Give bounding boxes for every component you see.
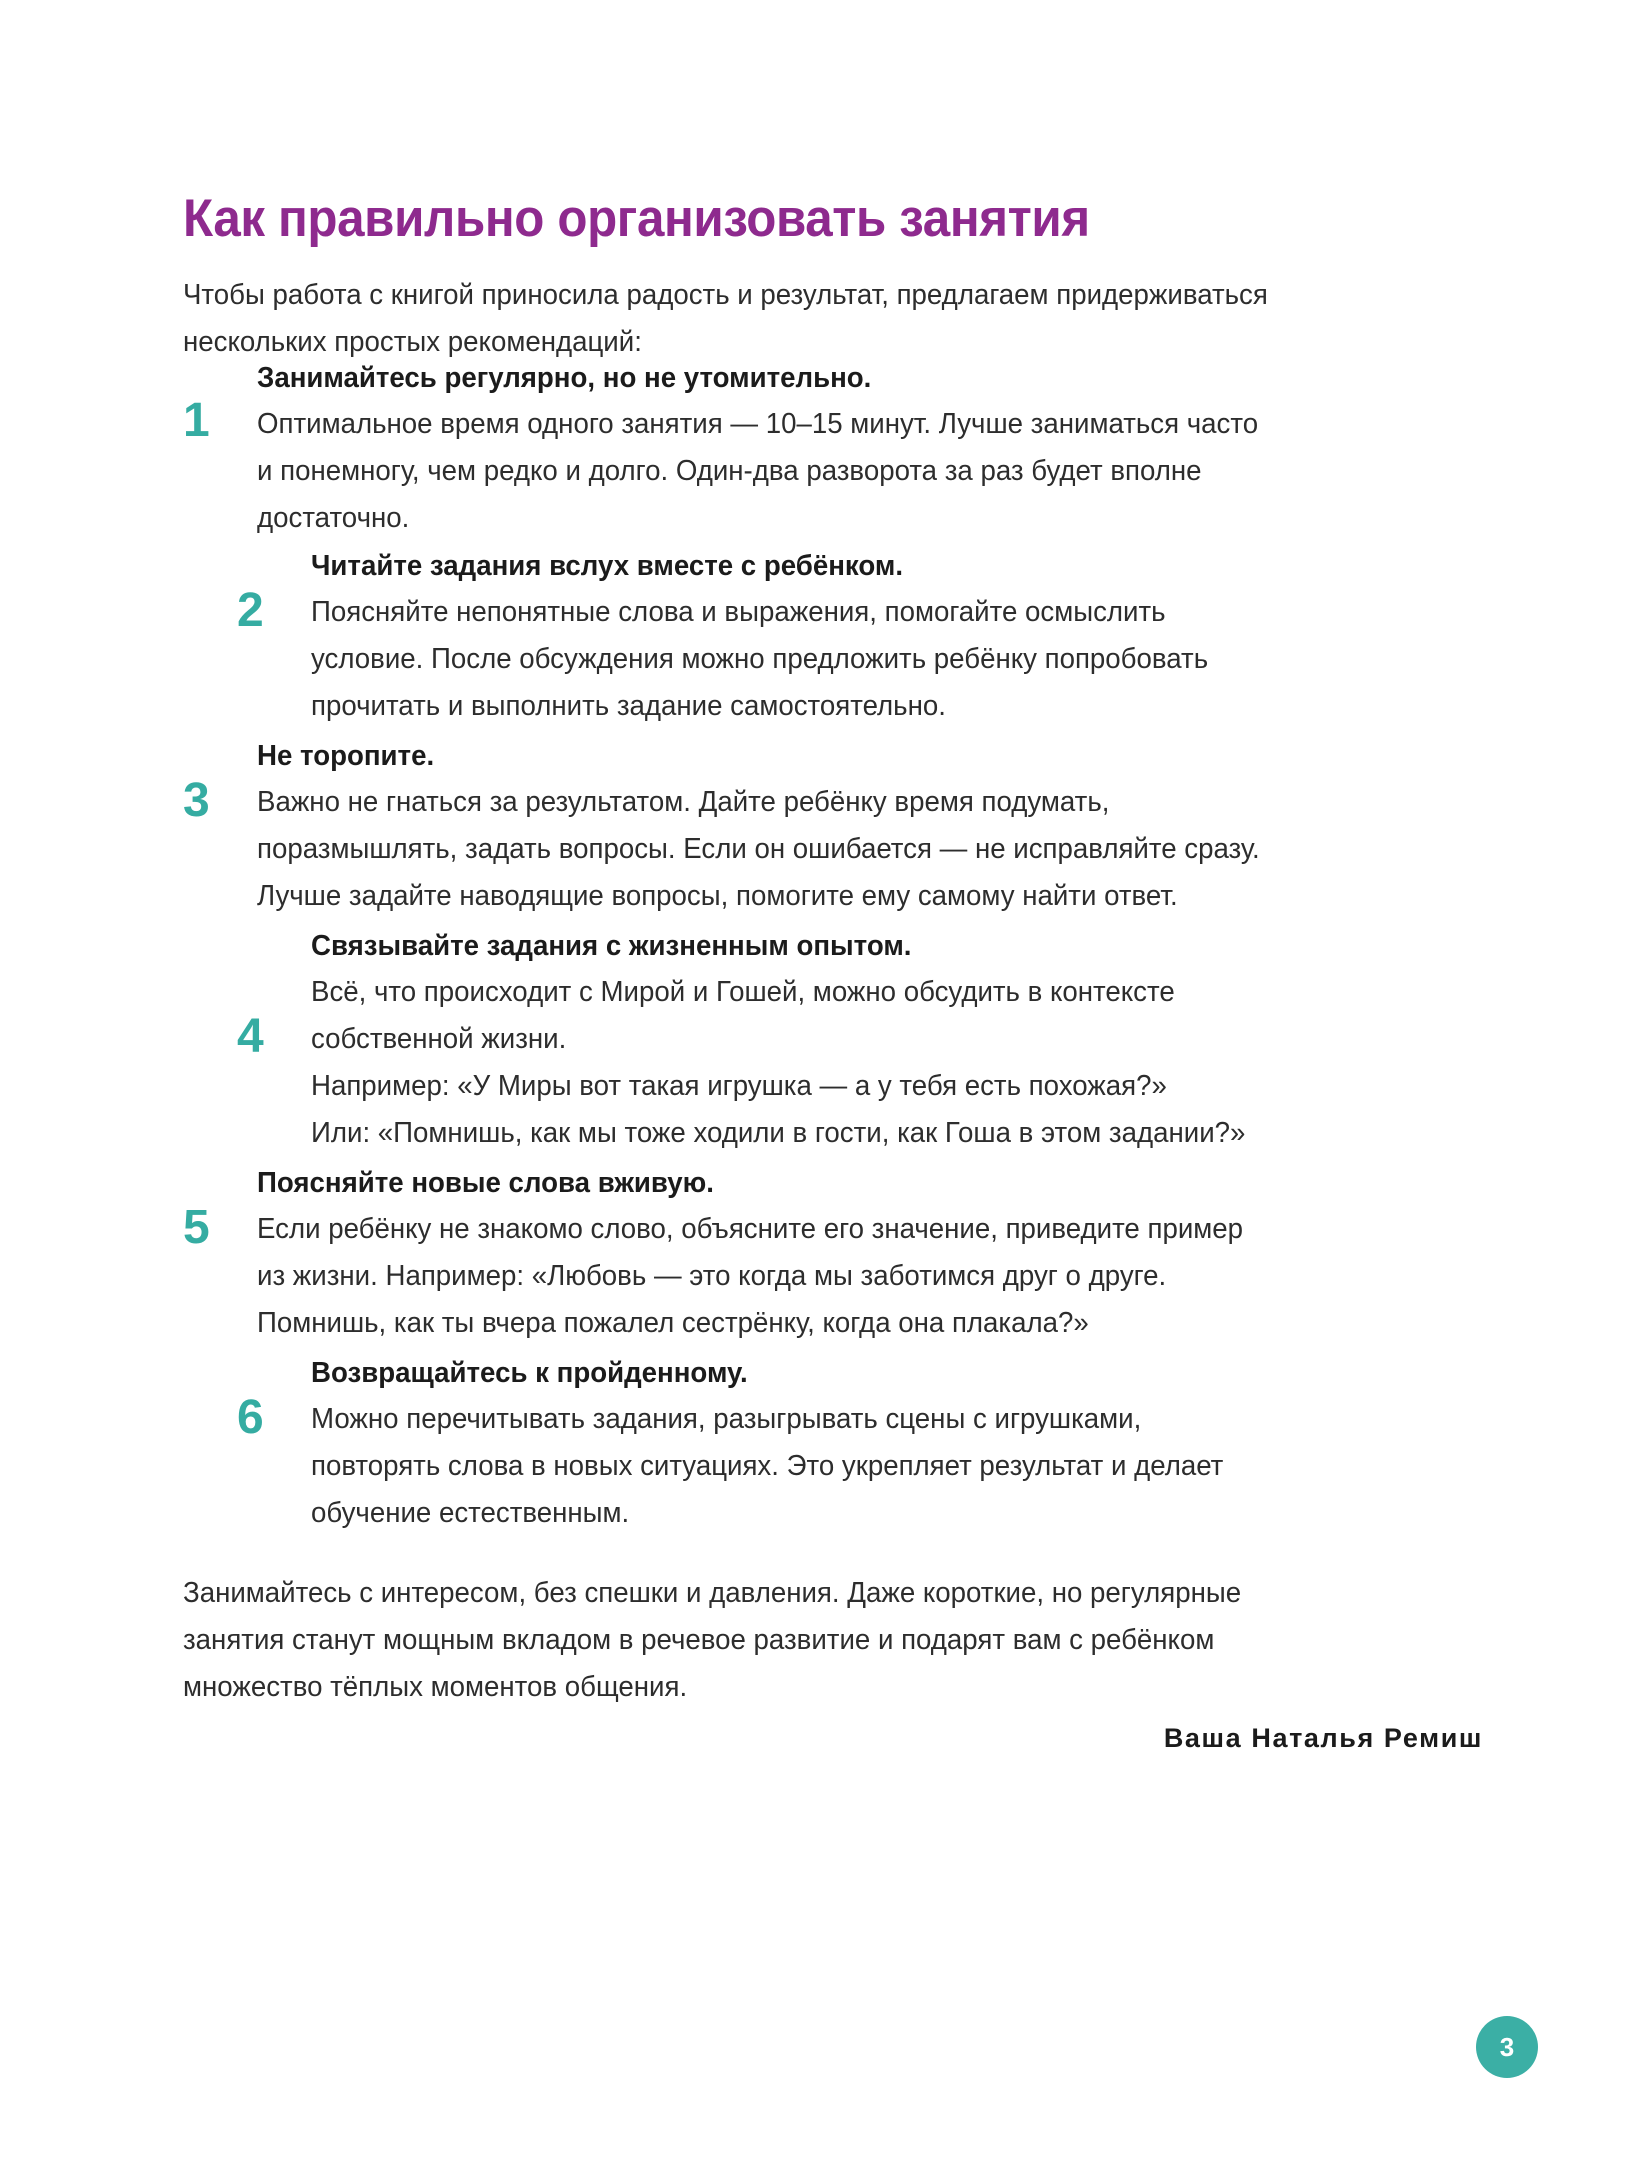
list-item-body (311, 543, 1401, 730)
list-item-heading: Занимайтесь регулярно, но не утомительно. (257, 362, 872, 394)
author-signature: Ваша Наталья Ремиш (1163, 1723, 1483, 1753)
text-line: Важно не гнаться за результатом. Дайте ребёнку время подумать, (257, 786, 1110, 818)
text-line: занятия станут мощным вкладом в речевое развитие и подарят вам с ребёнком (183, 1624, 1215, 1656)
list-item-text (257, 779, 1363, 920)
text-line: условие. После обсуждения можно предложить ребёнку попробовать (311, 643, 1209, 675)
text-line: из жизни. Например: «Любовь — это когда мы заботимся друг о друге. (257, 1260, 1167, 1292)
list-item (183, 1350, 1483, 1535)
list-item (183, 1160, 1483, 1345)
list-item-number: 4 (237, 1010, 264, 1063)
list-item-heading: Поясняйте новые слова вживую. (257, 1167, 714, 1199)
text-line: поразмышлять, задать вопросы. Если он ошибается — не исправляйте сразу. (257, 833, 1260, 865)
list-item-text (311, 1396, 1368, 1537)
text-line: Всё, что происходит с Мирой и Гошей, можно обсудить в контексте (311, 976, 1175, 1008)
text-line: и понемногу, чем редко и долго. Один-два разворота за раз будет вполне (257, 455, 1202, 487)
list-item-heading: Возвращайтесь к пройденному. (311, 1357, 748, 1389)
list-item-number: 3 (183, 774, 210, 827)
text-line: Или: «Помнишь, как мы тоже ходили в гости, как Гоша в этом задании?» (311, 1117, 1246, 1149)
list-item-body (311, 923, 1401, 1157)
list-item (183, 923, 1483, 1155)
list-item-body (257, 733, 1397, 920)
list-item (183, 355, 1483, 538)
text-line: прочитать и выполнить задание самостоятельно. (311, 690, 946, 722)
text-line: Например: «У Миры вот такая игрушка — а у тебя есть похожая?» (311, 1070, 1167, 1102)
list-item-body (257, 1160, 1397, 1347)
page-title: Как правильно организовать занятия (183, 188, 1090, 248)
text-line: Лучше задайте наводящие вопросы, помогите ему самому найти ответ. (257, 880, 1178, 912)
list-item-number: 6 (237, 1391, 264, 1444)
text-line: Оптимальное время одного занятия — 10–15 минут. Лучше заниматься часто (257, 408, 1259, 440)
list-item-number: 1 (183, 394, 210, 447)
text-line: собственной жизни. (311, 1023, 567, 1055)
list-item-text (311, 589, 1368, 730)
text-line: Занимайтесь с интересом, без спешки и давления. Даже короткие, но регулярные (183, 1577, 1242, 1609)
list-item-body (257, 355, 1397, 542)
text-line: Поясняйте непонятные слова и выражения, помогайте осмыслить (311, 596, 1166, 628)
closing-paragraph (183, 1570, 1444, 1711)
text-line: Можно перечитывать задания, разыгрывать сцены с игрушками, (311, 1403, 1142, 1435)
list-item (183, 543, 1483, 728)
list-item (183, 733, 1483, 918)
list-item-number: 5 (183, 1201, 210, 1254)
text-line: достаточно. (257, 502, 410, 534)
text-line: обучение естественным. (311, 1497, 630, 1529)
text-line: множество тёплых моментов общения. (183, 1671, 688, 1703)
list-item-heading: Читайте задания вслух вместе с ребёнком. (311, 550, 904, 582)
text-line: Помнишь, как ты вчера пожалел сестрёнку, когда она плакала?» (257, 1307, 1089, 1339)
page-number-badge: 3 (1476, 2016, 1538, 2078)
list-item-body (311, 1350, 1401, 1537)
list-item-text (257, 1206, 1363, 1347)
text-line: Если ребёнку не знакомо слово, объясните его значение, приведите пример (257, 1213, 1244, 1245)
intro-paragraph: Чтобы работа с книгой приносила радость и результат, предлагаем придерживаться нескольких простых рекомендаций: (183, 278, 1268, 358)
list-item-text (257, 401, 1363, 542)
list-item-heading: Связывайте задания с жизненным опытом. (311, 930, 912, 962)
list-item-text (311, 969, 1368, 1157)
list-item-heading: Не торопите. (257, 740, 435, 772)
list-item-number: 2 (237, 584, 264, 637)
text-line: повторять слова в новых ситуациях. Это укрепляет результат и делает (311, 1450, 1224, 1482)
